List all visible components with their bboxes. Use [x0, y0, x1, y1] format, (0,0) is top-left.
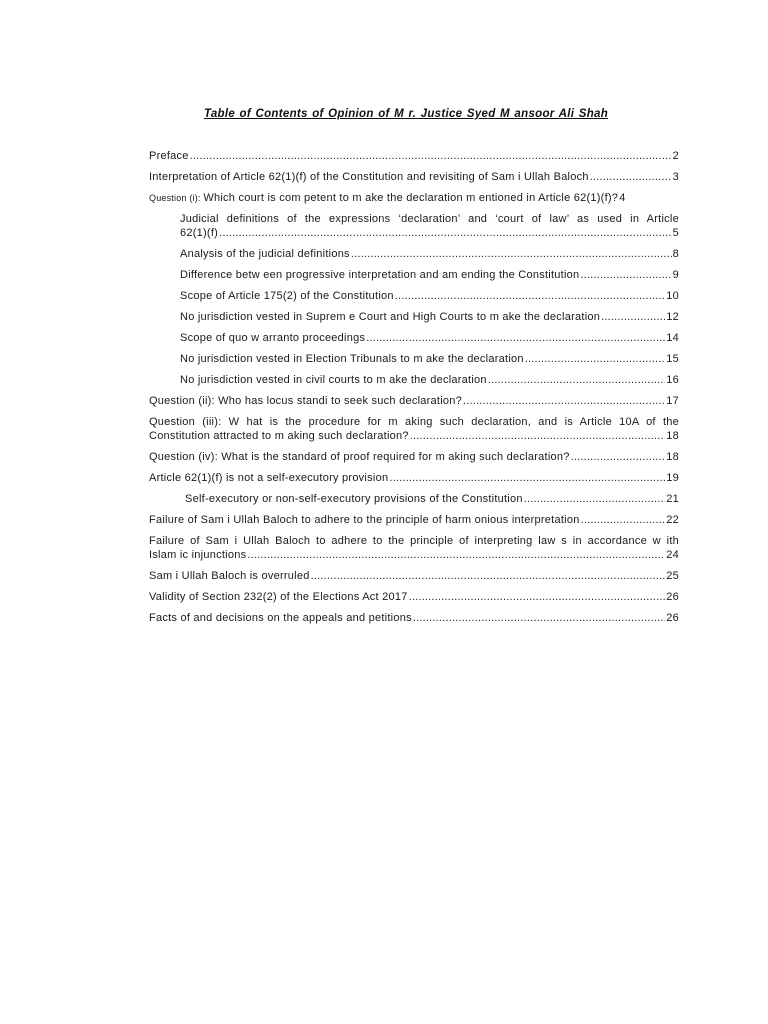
toc-entry-section-232[interactable] — [149, 590, 679, 604]
toc-entry-not-self-executory[interactable] — [149, 471, 679, 485]
toc-entry-text: Scope of quo w arranto proceedings — [180, 332, 366, 344]
toc-entry-text: No jurisdiction vested in Suprem e Court and High Courts to m ake the declaration — [180, 311, 601, 323]
question-text: Which court is com petent to m ake the declaration m entioned in Article 62(1)(f)? — [203, 192, 619, 204]
toc-page-number: 22 — [666, 514, 679, 526]
toc-page-number: 26 — [666, 591, 679, 603]
toc-page-number: 24 — [666, 549, 679, 561]
toc-entry-facts-decisions[interactable] — [149, 611, 679, 625]
toc-entry-text: Question (iv): What is the standard of proof required for m aking such declaration? — [149, 451, 570, 463]
dot-leader — [524, 352, 665, 366]
toc-title: Table of Contents of Opinion of M r. Justice Syed M ansoor Ali Shah — [203, 108, 609, 120]
dot-leader — [246, 548, 665, 562]
toc-entry-text: Difference betw een progressive interpretation and am ending the Constitution — [180, 269, 580, 281]
toc-entry-preface[interactable] — [149, 149, 679, 163]
dot-leader — [409, 429, 665, 443]
toc-entry-judicial-definitions[interactable] — [149, 212, 679, 240]
toc-entry-text: Scope of Article 175(2) of the Constitution — [180, 290, 394, 302]
toc-entry-text: Interpretation of Article 62(1)(f) of the Constitution and revisiting of Sam i Ullah Baloch — [149, 171, 589, 183]
toc-entry-analysis[interactable] — [149, 247, 679, 261]
dot-leader — [189, 149, 672, 163]
dot-leader — [310, 569, 666, 583]
dot-leader — [570, 450, 666, 464]
toc-page-number: 10 — [666, 290, 679, 302]
toc-page-number: 3 — [672, 171, 679, 183]
dot-leader — [394, 289, 665, 303]
toc-entry-text: Question (ii): Who has locus standi to seek such declaration? — [149, 395, 463, 407]
dot-leader — [600, 310, 665, 324]
dot-leader — [388, 471, 665, 485]
toc-entry-question-4[interactable] — [149, 450, 679, 464]
toc-page-number: 25 — [666, 570, 679, 582]
toc-entry-text: Facts of and decisions on the appeals and petitions — [149, 612, 412, 624]
toc-entry-text: Constitution attracted to m aking such declaration? — [149, 430, 409, 442]
toc-entry-text-line1: Question (iii): W hat is the procedure for m aking such declaration, and is Article 10A of the — [149, 416, 679, 428]
toc-entry-difference[interactable] — [149, 268, 679, 282]
toc-page-number: 21 — [666, 493, 679, 505]
dot-leader — [579, 268, 671, 282]
toc-entry-question-1[interactable] — [149, 191, 679, 205]
dot-leader — [218, 226, 672, 240]
toc-entry-text: Failure of Sam i Ullah Baloch to adhere to the principle of harm onious interpretation — [149, 514, 580, 526]
toc-entry-quo-warranto[interactable] — [149, 331, 679, 345]
dot-leader — [412, 611, 665, 625]
dot-leader — [523, 492, 666, 506]
toc-entry-text — [149, 191, 618, 205]
toc-entry-text: Sam i Ullah Baloch is overruled — [149, 570, 310, 582]
dot-leader — [580, 513, 666, 527]
dot-leader — [487, 373, 665, 387]
toc-page-number: 2 — [672, 150, 679, 162]
toc-page-number: 14 — [666, 332, 679, 344]
toc-entry-question-3[interactable] — [149, 415, 679, 443]
toc-entry-scope-175[interactable] — [149, 289, 679, 303]
table-of-contents — [149, 149, 679, 625]
toc-entry-overruled[interactable] — [149, 569, 679, 583]
toc-entry-text: Article 62(1)(f) is not a self-executory provision — [149, 472, 389, 484]
dot-leader — [350, 247, 672, 261]
toc-entry-text: 62(1)(f) — [180, 227, 219, 239]
toc-entry-text: Analysis of the judicial definitions — [180, 248, 350, 260]
toc-entry-text: No jurisdiction vested in civil courts to m ake the declaration — [180, 374, 487, 386]
toc-page-number: 17 — [666, 395, 679, 407]
toc-page-number: 19 — [666, 472, 679, 484]
toc-page-number: 5 — [672, 227, 679, 239]
toc-page-number: 12 — [666, 311, 679, 323]
toc-page-number: 8 — [672, 248, 679, 260]
question-prefix: Question (i): — [149, 193, 204, 203]
toc-page-number: 18 — [666, 451, 679, 463]
dot-leader — [462, 394, 665, 408]
dot-leader — [365, 331, 665, 345]
toc-entry-election-tribunals[interactable] — [149, 352, 679, 366]
toc-entry-text-line1: Judicial definitions of the expressions ‘declaration’ and ‘court of law’ as used in Article — [180, 213, 679, 225]
toc-page-number: 16 — [666, 374, 679, 386]
toc-entry-text: No jurisdiction vested in Election Tribunals to m ake the declaration — [180, 353, 524, 365]
toc-page-number: 4 — [619, 192, 626, 204]
toc-entry-text: Self-executory or non-self-executory provisions of the Constitution — [185, 493, 523, 505]
toc-page-number: 18 — [666, 430, 679, 442]
toc-entry-text: Validity of Section 232(2) of the Elections Act 2017 — [149, 591, 408, 603]
toc-entry-text: Islam ic injunctions — [149, 549, 247, 561]
toc-entry-text-line1: Failure of Sam i Ullah Baloch to adhere to the principle of interpreting law s in accordance w ith — [149, 535, 679, 547]
toc-entry-harmonious-interpretation[interactable] — [149, 513, 679, 527]
toc-page-number: 26 — [666, 612, 679, 624]
dot-leader — [408, 590, 666, 604]
toc-entry-no-jurisdiction-courts[interactable] — [149, 310, 679, 324]
dot-leader — [589, 170, 672, 184]
toc-entry-text: Preface — [149, 150, 189, 162]
toc-entry-civil-courts[interactable] — [149, 373, 679, 387]
toc-entry-islamic-injunctions[interactable] — [149, 534, 679, 562]
toc-page-number: 15 — [666, 353, 679, 365]
toc-page-number: 9 — [672, 269, 679, 281]
toc-entry-interpretation[interactable] — [149, 170, 679, 184]
toc-entry-self-executory-provisions[interactable] — [149, 492, 679, 506]
toc-entry-question-2[interactable] — [149, 394, 679, 408]
